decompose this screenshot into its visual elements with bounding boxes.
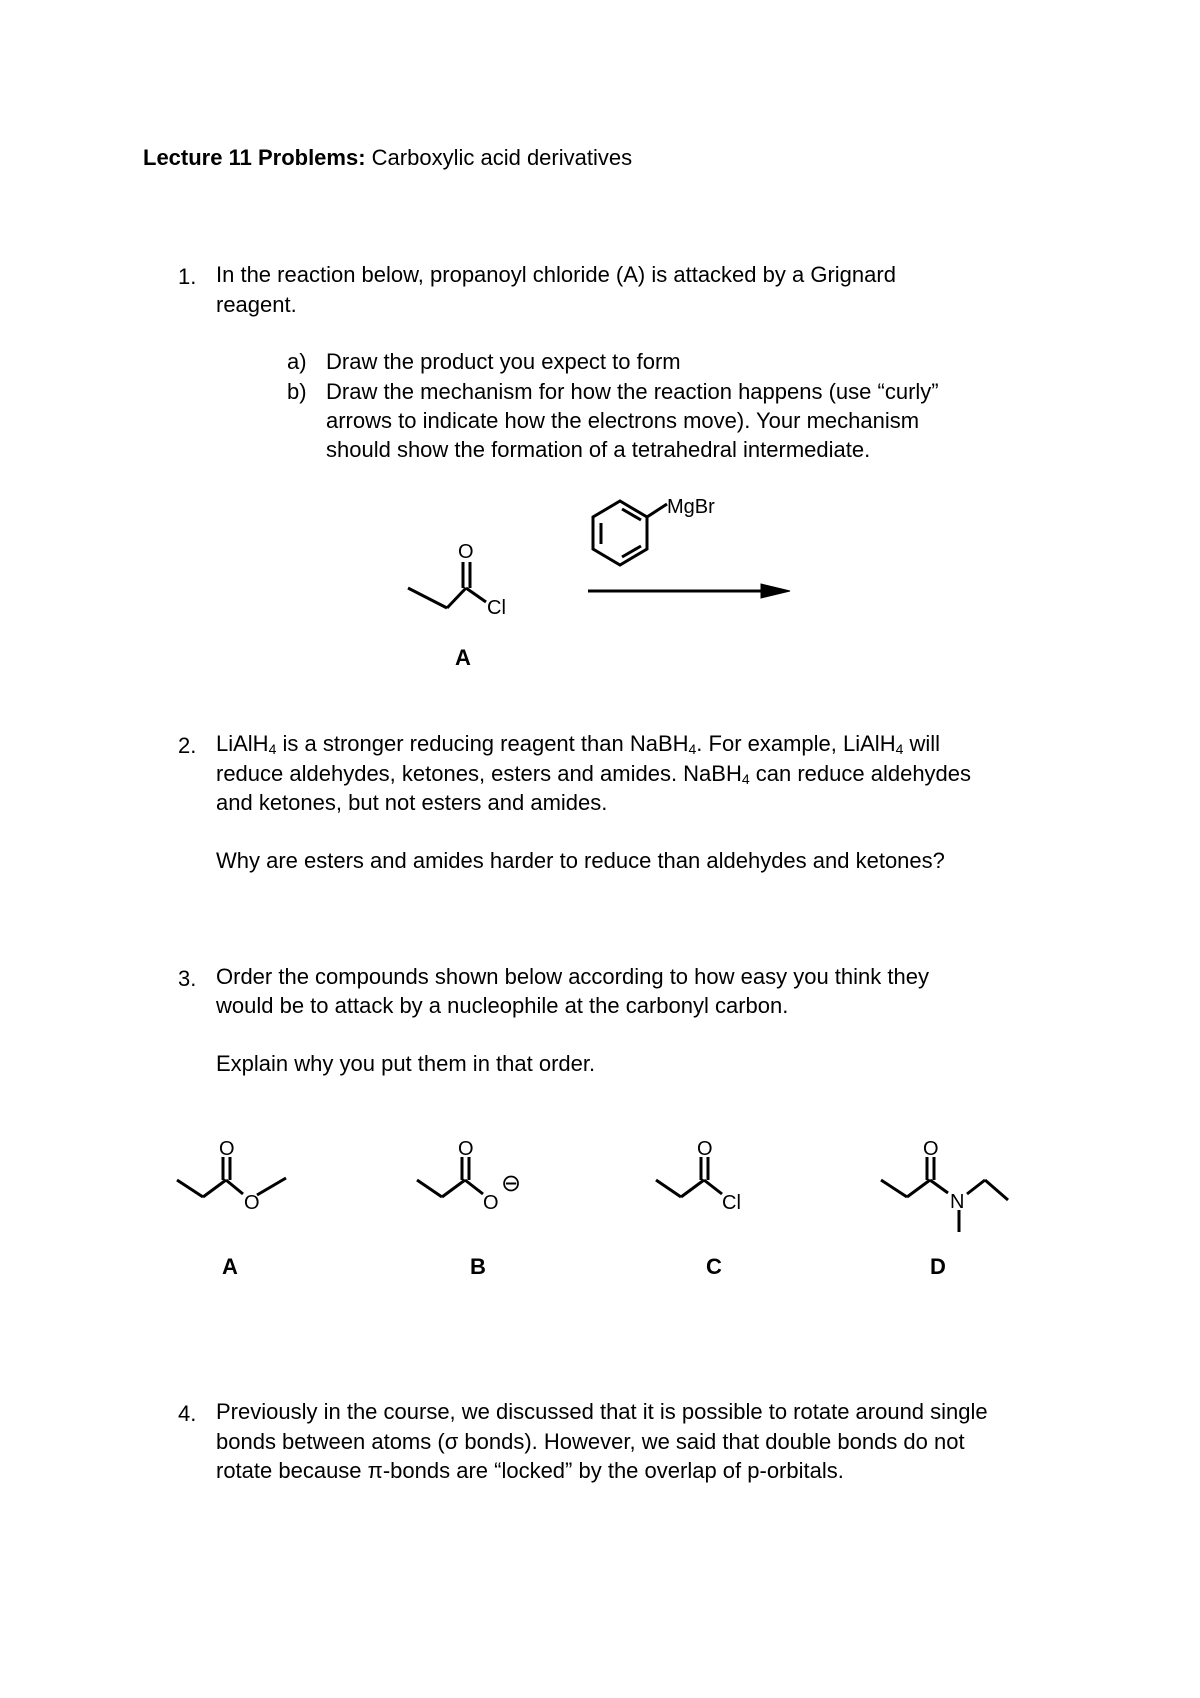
q2-line3: and ketones, but not esters and amides. [216,790,608,815]
reaction-arrow [585,578,805,608]
title-rest: Carboxylic acid derivatives [365,145,633,170]
compound-B-carboxylate-structure [413,1138,553,1214]
q4-line3: rotate because π-bonds are “locked” by the overlap of p-orbitals. [216,1458,844,1483]
compound-A-ester-oxygen: O [244,1192,260,1214]
compound-A-label-q3: A [222,1254,238,1279]
q1-b-line2: arrows to indicate how the electrons move). Your mechanism [326,408,920,433]
compound-D-nitrogen: N [950,1191,965,1213]
compound-C-chlorine: Cl [722,1192,741,1214]
title-bold: Lecture 11 Problems: [143,145,366,170]
q4-line1: Previously in the course, we discussed that it is possible to rotate around single [216,1399,988,1424]
page-title [143,145,632,171]
compound-B-oxygen: O [483,1192,499,1214]
mgbr-label: MgBr [667,496,715,518]
q1-b-line1: Draw the mechanism for how the reaction happens (use “curly” [326,379,939,404]
q1-number: 1. [178,264,197,289]
carbonyl-oxygen: O [458,541,474,563]
propanoyl-chloride-structure [400,535,530,619]
compound-B-label: B [470,1254,486,1279]
q3-line1: Order the compounds shown below according to how easy you think they [216,964,929,989]
compound-A-carbonyl-oxygen: O [219,1138,235,1160]
q3-explain: Explain why you put them in that order. [216,1051,596,1076]
q1-a-label: a) [287,349,307,374]
chlorine-atom: Cl [487,597,506,619]
q3-line2: would be to attack by a nucleophile at the carbonyl carbon. [216,993,789,1018]
q3-number: 3. [178,966,197,991]
q1-b-line3: should show the formation of a tetrahedral intermediate. [326,437,871,462]
compound-C-carbonyl-oxygen: O [697,1138,713,1160]
compound-A-label: A [455,645,471,670]
compound-A-ester-structure [170,1138,310,1214]
compound-C-acid-chloride-structure [652,1138,792,1214]
compound-C-label: C [706,1254,722,1279]
compound-B-carbonyl-oxygen: O [458,1138,474,1160]
q2-question: Why are esters and amides harder to reduce than aldehydes and ketones? [216,848,945,873]
q4-number: 4. [178,1401,197,1426]
q2-line1: LiAlH$_4$ is a stronger reducing reagent than NaBH$_4$. For example, LiAlH$_4$ will [216,731,941,757]
compound-D-amide-structure [875,1140,1045,1240]
q1-a-text: Draw the product you expect to form [326,349,681,374]
q2-line2: reduce aldehydes, ketones, esters and amides. NaBH$_4$ can reduce aldehydes [216,761,972,787]
q2-number: 2. [178,733,197,758]
compound-D-carbonyl-oxygen: O [923,1138,939,1160]
negative-charge-icon: ⊖ [501,1170,522,1197]
q4-line2: bonds between atoms (σ bonds). However, we said that double bonds do not [216,1429,965,1454]
q1-line2: reagent. [216,292,297,317]
compound-D-label: D [930,1254,946,1279]
q1-b-label: b) [287,379,307,404]
q1-line1: In the reaction below, propanoyl chloride (A) is attacked by a Grignard [216,262,896,287]
